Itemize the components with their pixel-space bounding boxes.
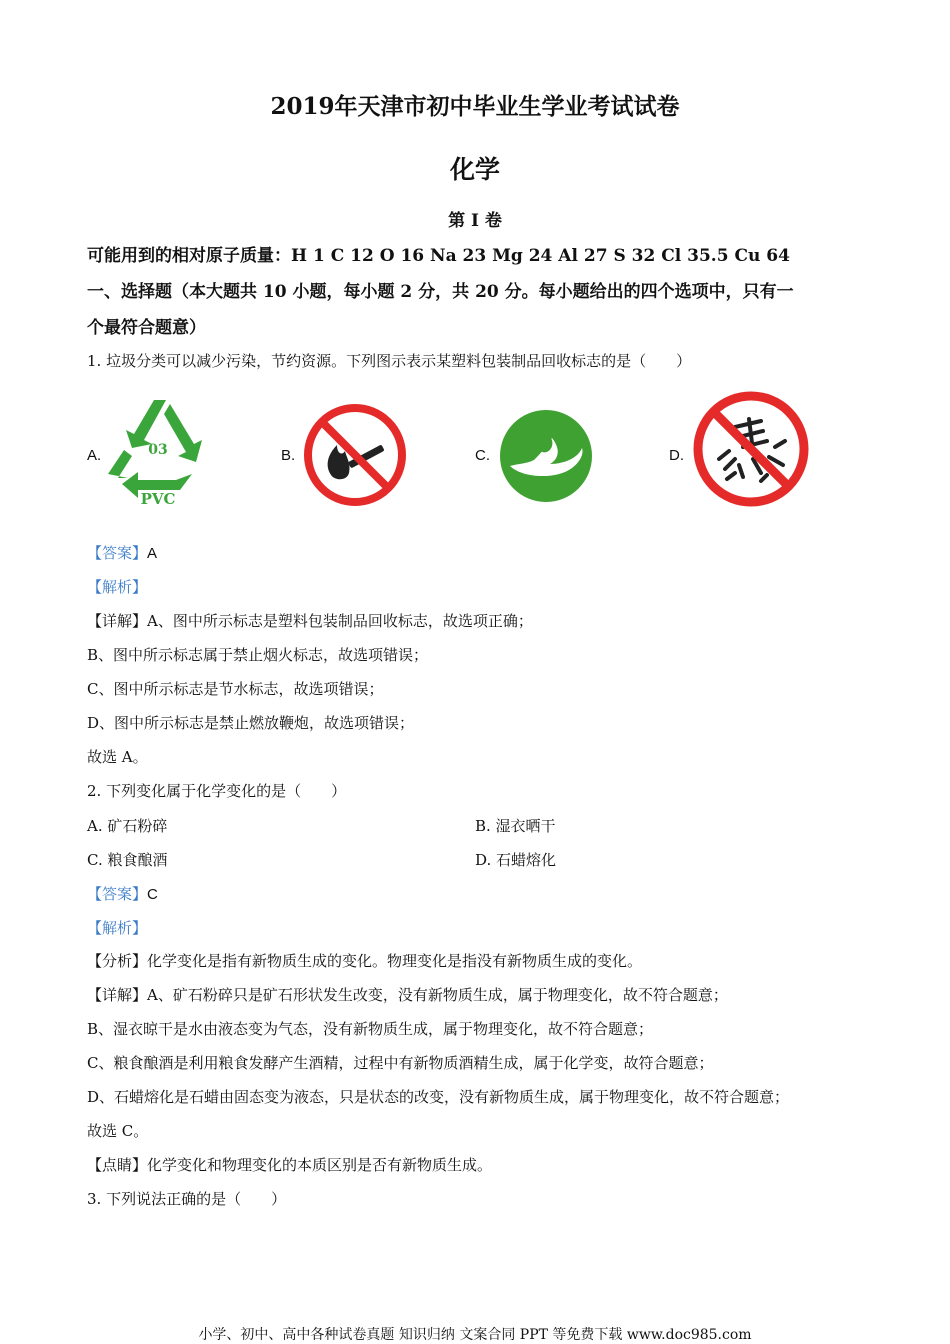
q2-option-c: C. 粮食酿酒: [87, 851, 168, 869]
q2-detail-line-2: B、湿衣晾干是水由液态变为气态，没有新物质生成，属于物理变化，故不符合题意；: [87, 1020, 654, 1038]
q2-dianjing-text: 化学变化和物理变化的本质区别是否有新物质生成。: [147, 1156, 493, 1174]
q1-detail-line-2: B、图中所示标志属于禁止烟火标志，故选项错误；: [87, 646, 429, 664]
q1-option-a-label: A.: [87, 447, 102, 464]
section-heading-line2: 个最符合题意）: [87, 318, 206, 338]
q2-detail-line-1: [87, 984, 728, 1005]
q1-detail-line-1: [87, 610, 533, 631]
q1-detail-line-3: C、图中所示标志是节水标志，故选项错误；: [87, 680, 384, 698]
q2-conclusion: 故选 C。: [87, 1122, 149, 1140]
q2-fenxi-text: 化学变化是指有新物质生成的变化。物理变化是指没有新物质生成的变化。: [147, 952, 643, 970]
dianjing-tag: 【点睛】: [87, 1156, 148, 1174]
q2-dianjing: [87, 1154, 492, 1175]
q1-answer-value: A: [147, 545, 158, 562]
q2-analysis-tag: 【解析】: [87, 919, 148, 937]
answer-tag: 【答案】: [87, 885, 148, 903]
section-heading-line1: 一、选择题（本大题共 10 小题，每小题 2 分，共 20 分。每小题给出的四个选项中，只有一: [87, 282, 794, 302]
q1-option-b-label: B.: [281, 447, 296, 464]
q2-option-b: B. 湿衣晒干: [475, 817, 556, 835]
subject-title: 化学: [449, 155, 500, 184]
q2-answer-value: C: [147, 886, 158, 903]
page-footer: 小学、初中、高中各种试卷真题 知识归纳 文案合同 PPT 等免费下载 www.doc985.com: [198, 1327, 752, 1343]
q2-detail-line-4: D、石蜡熔化是石蜡由固态变为液态，只是状态的改变，没有新物质生成，属于物理变化，故不符合题意；: [87, 1088, 790, 1106]
recycle-pvc-text: PVC: [140, 490, 176, 508]
q1-detail-line-4: D、图中所示标志是禁止燃放鞭炮，故选项错误；: [87, 714, 415, 732]
q2-stem: 2. 下列变化属于化学变化的是（ ）: [87, 782, 347, 800]
atomic-masses: 可能用到的相对原子质量：H 1 C 12 O 16 Na 23 Mg 24 Al 27 S 32 Cl 35.5 Cu 64: [87, 246, 790, 266]
q2-detail-text-1: A、矿石粉碎只是矿石形状发生改变，没有新物质生成，属于物理变化，故不符合题意；: [147, 986, 728, 1004]
q2-answer: [87, 883, 158, 904]
q3-stem: 3. 下列说法正确的是（ ）: [87, 1190, 287, 1208]
q1-conclusion: 故选 A。: [87, 748, 148, 766]
q1-answer: [87, 542, 157, 563]
no-fire-icon: [301, 401, 409, 509]
q1-detail-text-1: A、图中所示标志是塑料包装制品回收标志，故选项正确；: [147, 612, 533, 630]
answer-tag: 【答案】: [87, 544, 148, 562]
q2-detail-line-3: C、粮食酿酒是利用粮食发酵产生酒精，过程中有新物质酒精生成，属于化学变，故符合题意；: [87, 1054, 714, 1072]
fenxi-tag: 【分析】: [87, 952, 148, 970]
q2-option-a: A. 矿石粉碎: [87, 817, 168, 835]
volume-title: 第 I 卷: [448, 211, 502, 231]
q1-analysis-tag: 【解析】: [87, 578, 148, 596]
q2-fenxi: [87, 950, 642, 971]
detail-tag: 【详解】: [87, 986, 148, 1004]
exam-title: 2019年天津市初中毕业生学业考试试卷: [270, 93, 680, 120]
water-saving-icon: [498, 408, 594, 504]
q1-option-d-label: D.: [669, 447, 684, 464]
recycle-pvc-icon: [104, 396, 210, 508]
no-fireworks-icon: [691, 389, 811, 509]
q2-option-d: D. 石蜡熔化: [475, 851, 557, 869]
q1-option-c-label: C.: [475, 447, 490, 464]
detail-tag: 【详解】: [87, 612, 148, 630]
q1-stem: 1. 垃圾分类可以减少污染，节约资源。下列图示表示某塑料包装制品回收标志的是（ ）: [87, 352, 692, 370]
recycle-code-text: 03: [148, 442, 168, 458]
